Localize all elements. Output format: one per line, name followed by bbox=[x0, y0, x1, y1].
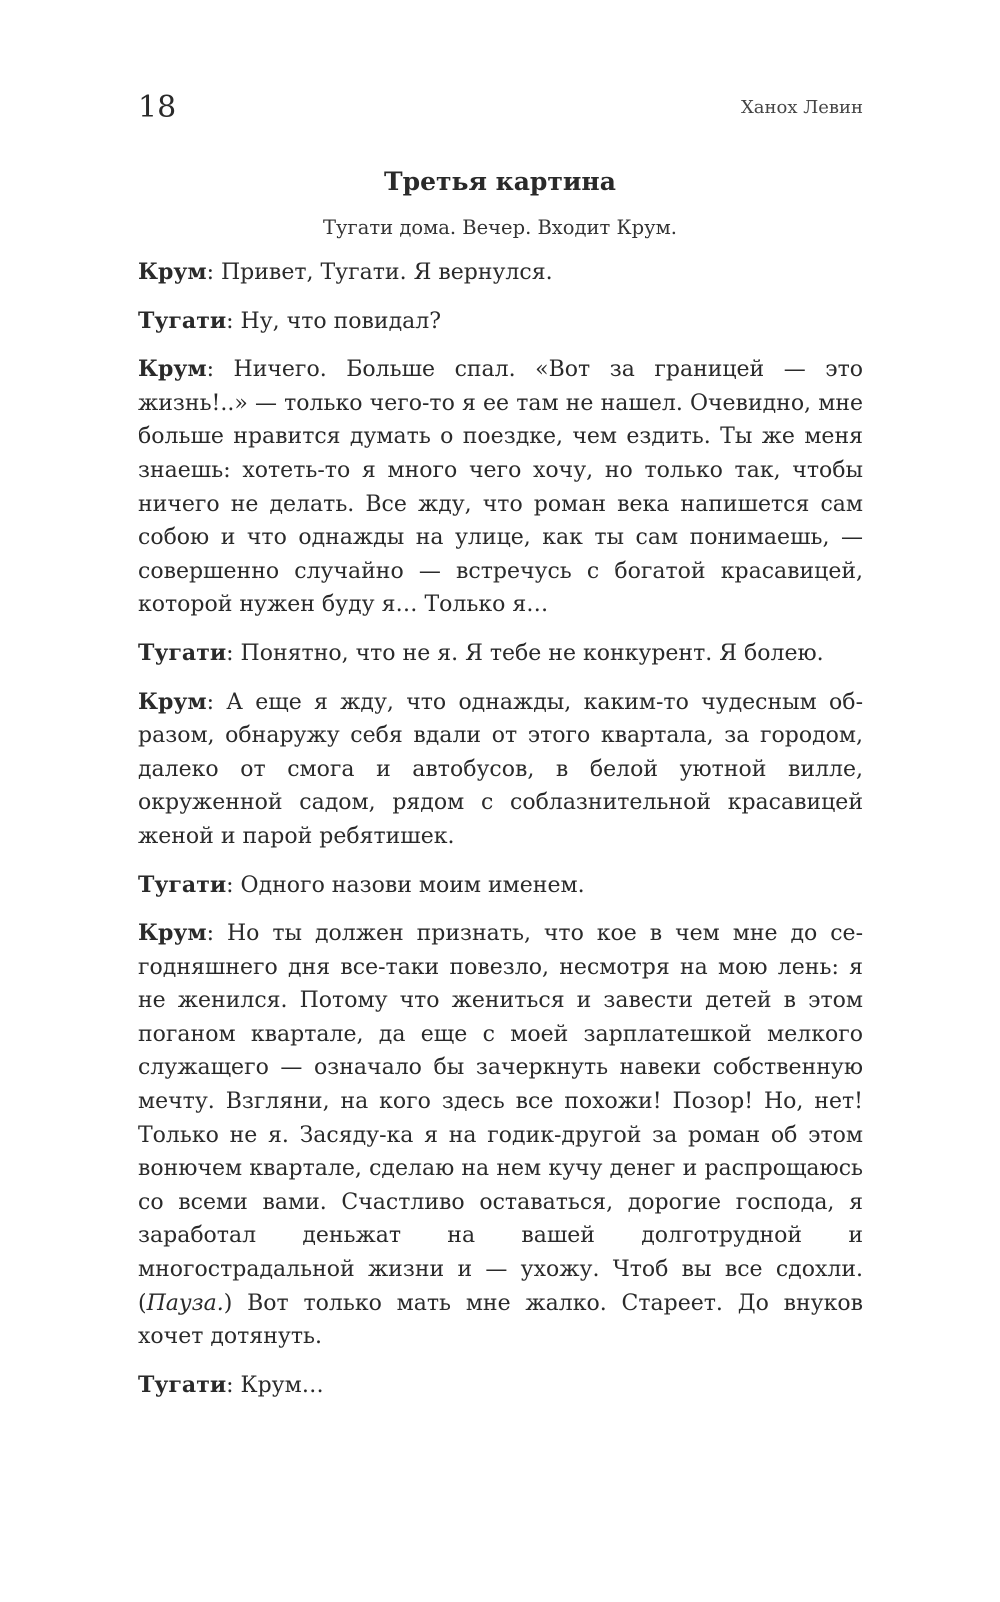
speaker-name: Крум bbox=[138, 688, 207, 715]
speech-text: : Крум… bbox=[226, 1372, 324, 1398]
speaker-name: Тугати bbox=[138, 1371, 227, 1398]
speech-text: : Привет, Тугати. Я вернулся. bbox=[206, 260, 553, 285]
scene-title: Третья картина bbox=[384, 167, 616, 196]
speech-line bbox=[138, 637, 863, 671]
speech-text: : Ничего. Больше спал. «Вот за границей — это жизнь!..» — только чего-то я ее там не нашел. Очевидно, мне больше нравится думать о поездке, чем ездить. Ты же меня знаешь: хотеть-то я много чего хочу, но только так, чтобы ничего не делать. Все жду, что роман века напишется сам собою и что однажды на улице, как ты сам понимаешь, — совершенно случайно — встречусь с богатой красавицей, которой нужен буду я… Только я… bbox=[138, 357, 863, 618]
speech-text: : Но ты должен признать, что кое в чем мне до сегодняшнего дня все-таки повезло, несмотря на мою лень: я не женился. Потому что жениться и завести детей в этом поганом квартале, да еще с моей зарплатешкой мелкого служащего — означало бы зачеркнуть навеки собственную мечту. Взгляни, на кого здесь все похожи! Позор! Но, нет! Только не я. Засяду-ка я на годик-другой за роман об этом вонючем квартале, сделаю на нем кучу денег и распрощаюсь со всеми вами. Счастливо оставаться, дорогие господа, я заработал деньжат на вашей долготрудной и многострадальной жизни и — ухожу. Чтоб вы все сдохли. ( bbox=[138, 921, 863, 1316]
running-head-author: Ханох Левин bbox=[740, 97, 863, 118]
speech-text: : Одного назови моим именем. bbox=[226, 872, 585, 898]
speaker-name: Тугати bbox=[138, 307, 227, 334]
speech-line bbox=[138, 869, 863, 903]
speech-line bbox=[138, 917, 863, 1354]
speaker-name: Крум bbox=[138, 920, 207, 947]
speech-line bbox=[138, 686, 863, 854]
dialogue bbox=[138, 256, 863, 1417]
stage-direction: Тугати дома. Вечер. Входит Крум. bbox=[323, 216, 677, 239]
speech-text-continued: ) Вот только мать мне жалко. Стареет. До внуков хочет дотянуть. bbox=[138, 1290, 863, 1350]
speech-line bbox=[138, 353, 863, 622]
speaker-name: Тугати bbox=[138, 639, 227, 666]
page-number: 18 bbox=[138, 90, 177, 125]
speech-text: : А еще я жду, что однажды, каким-то чудесным образом, обнаружу себя вдали от этого квартала, за городом, далеко от смога и автобусов, в белой уютной вилле, окруженной садом, рядом с соблазнительной красавицей женой и парой ребятишек. bbox=[138, 689, 863, 849]
stage-remark: Пауза. bbox=[146, 1290, 224, 1316]
running-head bbox=[138, 88, 863, 128]
speaker-name: Крум bbox=[138, 259, 207, 285]
speaker-name: Тугати bbox=[138, 871, 227, 898]
speech-line bbox=[138, 256, 863, 290]
speech-line bbox=[138, 305, 863, 339]
speaker-name: Крум bbox=[138, 356, 207, 383]
speech-text: : Понятно, что не я. Я тебе не конкурент. Я болею. bbox=[226, 640, 824, 666]
speech-text: : Ну, что повидал? bbox=[226, 308, 442, 334]
speech-line bbox=[138, 1369, 863, 1403]
